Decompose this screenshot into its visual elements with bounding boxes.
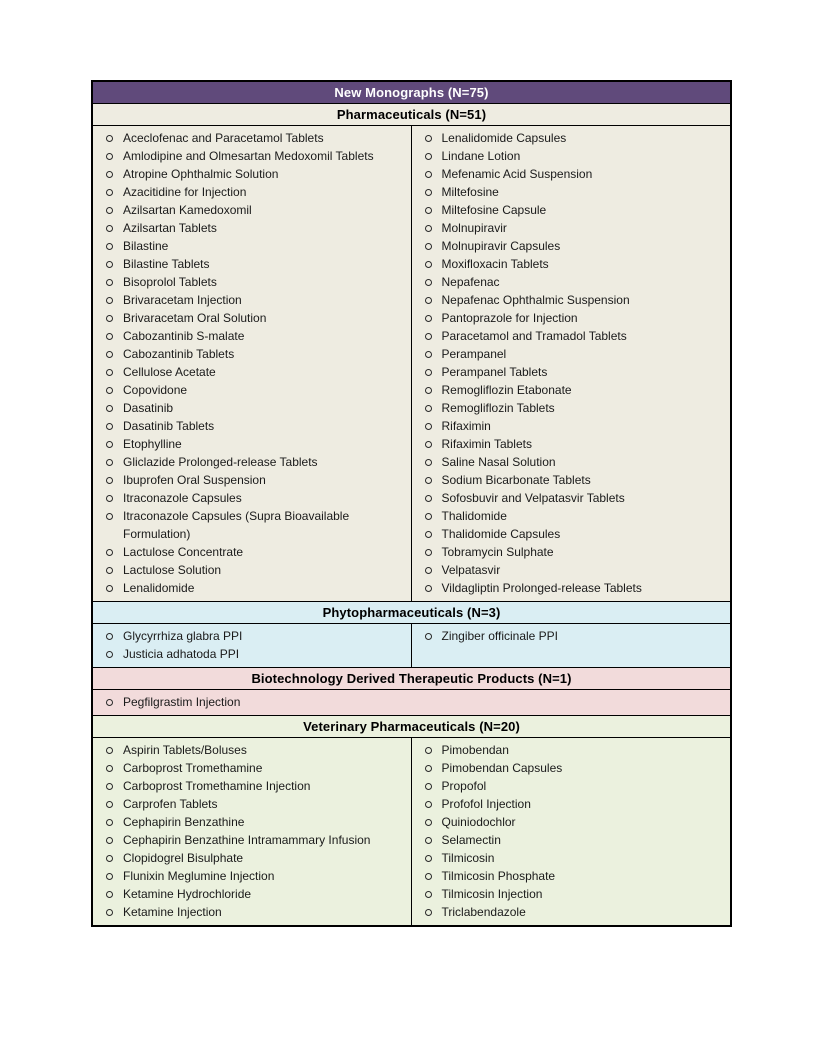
list-item-label: Etophylline [123,437,182,451]
list-item [412,741,731,759]
list-item [93,147,411,165]
circle-bullet-icon [425,369,432,376]
section-phytopharmaceuticals-column-2 [412,624,731,667]
list-item [412,435,731,453]
list-item [93,345,411,363]
circle-bullet-icon [425,891,432,898]
list-item [412,543,731,561]
list-item [93,903,411,921]
circle-bullet-icon [106,405,113,412]
list-item [93,645,411,663]
list-item-label: Ibuprofen Oral Suspension [123,473,266,487]
list-item-label: Dasatinib Tablets [123,419,215,433]
list-item-label: Perampanel Tablets [441,365,548,379]
circle-bullet-icon [106,189,113,196]
list-item [412,627,731,645]
list-item-label: Mefenamic Acid Suspension [441,167,593,181]
list-item [93,129,411,147]
section-phytopharmaceuticals-column-1 [93,624,412,667]
circle-bullet-icon [106,891,113,898]
list-item [412,327,731,345]
circle-bullet-icon [425,855,432,862]
list-item-label: Cellulose Acetate [123,365,216,379]
circle-bullet-icon [106,243,113,250]
circle-bullet-icon [106,765,113,772]
circle-bullet-icon [425,423,432,430]
circle-bullet-icon [425,279,432,286]
list-item [93,489,411,507]
circle-bullet-icon [425,837,432,844]
circle-bullet-icon [425,405,432,412]
circle-bullet-icon [106,549,113,556]
list-item-label: Lindane Lotion [441,149,521,163]
list-item-label: Molnupiravir Capsules [441,239,561,253]
list-item-label: Perampanel [441,347,507,361]
circle-bullet-icon [106,855,113,862]
list-item-label: Pimobendan [441,743,509,757]
section-biotechnology-column-1 [93,690,730,715]
list-item-label: Vildagliptin Prolonged-release Tablets [441,581,642,595]
circle-bullet-icon [106,819,113,826]
circle-bullet-icon [425,351,432,358]
circle-bullet-icon [106,369,113,376]
circle-bullet-icon [106,567,113,574]
circle-bullet-icon [106,297,113,304]
circle-bullet-icon [425,873,432,880]
section-header-pharmaceuticals: Pharmaceuticals (N=51) [93,104,730,126]
list-item [412,291,731,309]
circle-bullet-icon [106,135,113,142]
list-item-label: Zingiber officinale PPI [441,629,559,643]
list-item [93,579,411,597]
list-item-label: Lenalidomide [123,581,195,595]
list-item [93,453,411,471]
section-body-phytopharmaceuticals [93,624,730,668]
list-item-label: Atropine Ophthalmic Solution [123,167,279,181]
list-item-label: Glycyrrhiza glabra PPI [123,629,243,643]
list-item-label: Tilmicosin Phosphate [441,869,556,883]
sections-container [93,104,730,925]
list-item-label: Thalidomide [441,509,507,523]
circle-bullet-icon [106,801,113,808]
circle-bullet-icon [106,747,113,754]
list-item-label: Brivaracetam Oral Solution [123,311,267,325]
table-title: New Monographs (N=75) [93,82,730,104]
list-item-label: Triclabendazole [441,905,526,919]
list-item [412,273,731,291]
circle-bullet-icon [106,387,113,394]
circle-bullet-icon [425,633,432,640]
list-item [93,867,411,885]
circle-bullet-icon [106,351,113,358]
list-item [412,561,731,579]
list-item-label: Lactulose Solution [123,563,222,577]
circle-bullet-icon [425,171,432,178]
section-veterinary-column-2 [412,738,731,925]
list-item [412,777,731,795]
list-item-label: Tilmicosin Injection [441,887,543,901]
list-item [412,849,731,867]
circle-bullet-icon [106,651,113,658]
list-item [412,525,731,543]
circle-bullet-icon [106,459,113,466]
list-item-label: Pimobendan Capsules [441,761,563,775]
list-item [93,813,411,831]
list-item [412,237,731,255]
list-item [412,183,731,201]
list-item [93,435,411,453]
list-item-label: Sofosbuvir and Velpatasvir Tablets [441,491,625,505]
circle-bullet-icon [106,585,113,592]
list-item-label: Cabozantinib S-malate [123,329,245,343]
circle-bullet-icon [425,261,432,268]
list-item [93,237,411,255]
list-item-label: Rifaximin [441,419,491,433]
list-item [412,417,731,435]
list-item-label: Itraconazole Capsules [123,491,242,505]
section-pharmaceuticals-column-2 [412,126,731,601]
circle-bullet-icon [425,153,432,160]
list-item-label: Bilastine [123,239,169,253]
circle-bullet-icon [106,225,113,232]
list-item [412,795,731,813]
list-item [412,255,731,273]
section-body-biotechnology [93,690,730,716]
circle-bullet-icon [106,333,113,340]
list-item-label: Justicia adhatoda PPI [123,647,240,661]
list-item-label: Ketamine Injection [123,905,222,919]
circle-bullet-icon [425,243,432,250]
list-item-label: Itraconazole Capsules (Supra Bioavailable Formulation) [123,509,350,541]
list-item [93,849,411,867]
circle-bullet-icon [425,495,432,502]
list-item [93,273,411,291]
circle-bullet-icon [425,549,432,556]
section-header-veterinary: Veterinary Pharmaceuticals (N=20) [93,716,730,738]
circle-bullet-icon [425,135,432,142]
list-item-label: Sodium Bicarbonate Tablets [441,473,591,487]
circle-bullet-icon [106,783,113,790]
list-item [412,507,731,525]
circle-bullet-icon [425,477,432,484]
list-item [93,795,411,813]
circle-bullet-icon [425,531,432,538]
list-item [412,903,731,921]
list-item-label: Thalidomide Capsules [441,527,561,541]
circle-bullet-icon [425,207,432,214]
list-item-label: Propofol [441,779,487,793]
list-item [93,201,411,219]
list-item [412,147,731,165]
circle-bullet-icon [106,633,113,640]
list-item [93,363,411,381]
list-item [93,183,411,201]
circle-bullet-icon [425,909,432,916]
circle-bullet-icon [106,495,113,502]
list-item-label: Paracetamol and Tramadol Tablets [441,329,627,343]
list-item-label: Amlodipine and Olmesartan Medoxomil Tablets [123,149,374,163]
list-item [93,507,411,543]
circle-bullet-icon [425,747,432,754]
list-item [93,627,411,645]
list-item-label: Rifaximin Tablets [441,437,532,451]
circle-bullet-icon [425,315,432,322]
circle-bullet-icon [425,333,432,340]
list-item-label: Brivaracetam Injection [123,293,242,307]
circle-bullet-icon [425,441,432,448]
circle-bullet-icon [106,261,113,268]
circle-bullet-icon [106,207,113,214]
list-item [93,309,411,327]
list-item-label: Carboprost Tromethamine [123,761,263,775]
list-item [412,813,731,831]
list-item-label: Remogliflozin Etabonate [441,383,572,397]
circle-bullet-icon [425,567,432,574]
list-item [412,489,731,507]
list-item [412,309,731,327]
circle-bullet-icon [425,783,432,790]
list-item [93,255,411,273]
list-item [412,219,731,237]
list-item-label: Saline Nasal Solution [441,455,556,469]
list-item-label: Ketamine Hydrochloride [123,887,252,901]
list-item [412,345,731,363]
list-item [412,579,731,597]
circle-bullet-icon [106,873,113,880]
list-item-label: Clopidogrel Bisulphate [123,851,244,865]
list-item [412,867,731,885]
list-item [93,561,411,579]
list-item-label: Tilmicosin [441,851,495,865]
list-item-label: Aspirin Tablets/Boluses [123,743,247,757]
circle-bullet-icon [106,279,113,286]
list-item [93,693,730,711]
list-item [93,381,411,399]
list-item-label: Dasatinib [123,401,174,415]
circle-bullet-icon [425,765,432,772]
list-item [412,165,731,183]
list-item-label: Cephapirin Benzathine [123,815,245,829]
circle-bullet-icon [106,477,113,484]
section-veterinary-column-1 [93,738,412,925]
list-item-label: Azacitidine for Injection [123,185,247,199]
circle-bullet-icon [106,909,113,916]
circle-bullet-icon [425,459,432,466]
list-item-label: Nepafenac [441,275,500,289]
circle-bullet-icon [106,315,113,322]
circle-bullet-icon [425,585,432,592]
list-item [412,471,731,489]
circle-bullet-icon [425,387,432,394]
list-item [412,201,731,219]
list-item-label: Tobramycin Sulphate [441,545,554,559]
circle-bullet-icon [106,441,113,448]
list-item [93,777,411,795]
list-item [93,327,411,345]
list-item-label: Aceclofenac and Paracetamol Tablets [123,131,324,145]
list-item-label: Pegfilgrastim Injection [123,695,241,709]
list-item [93,165,411,183]
list-item [412,129,731,147]
list-item-label: Remogliflozin Tablets [441,401,555,415]
list-item-label: Lactulose Concentrate [123,545,244,559]
circle-bullet-icon [106,699,113,706]
circle-bullet-icon [106,423,113,430]
list-item-label: Cabozantinib Tablets [123,347,235,361]
list-item-label: Cephapirin Benzathine Intramammary Infusion [123,833,371,847]
monograph-table [91,80,732,927]
circle-bullet-icon [425,819,432,826]
list-item-label: Azilsartan Kamedoxomil [123,203,252,217]
list-item-label: Pantoprazole for Injection [441,311,578,325]
list-item [93,417,411,435]
list-item [93,399,411,417]
list-item [93,741,411,759]
section-header-biotechnology: Biotechnology Derived Therapeutic Products (N=1) [93,668,730,690]
section-body-veterinary [93,738,730,925]
list-item-label: Azilsartan Tablets [123,221,217,235]
list-item-label: Carboprost Tromethamine Injection [123,779,311,793]
section-body-pharmaceuticals [93,126,730,602]
circle-bullet-icon [106,513,113,520]
circle-bullet-icon [425,189,432,196]
list-item-label: Lenalidomide Capsules [441,131,567,145]
list-item-label: Copovidone [123,383,188,397]
list-item [412,759,731,777]
list-item-label: Miltefosine [441,185,499,199]
list-item-label: Bilastine Tablets [123,257,210,271]
list-item [412,363,731,381]
list-item [93,471,411,489]
list-item [412,453,731,471]
circle-bullet-icon [425,225,432,232]
circle-bullet-icon [425,513,432,520]
circle-bullet-icon [106,153,113,160]
list-item [412,399,731,417]
circle-bullet-icon [425,297,432,304]
list-item [93,759,411,777]
list-item-label: Molnupiravir [441,221,507,235]
list-item [93,291,411,309]
list-item-label: Moxifloxacin Tablets [441,257,549,271]
list-item-label: Miltefosine Capsule [441,203,547,217]
section-pharmaceuticals-column-1 [93,126,412,601]
list-item [412,831,731,849]
list-item-label: Velpatasvir [441,563,501,577]
section-header-phytopharmaceuticals: Phytopharmaceuticals (N=3) [93,602,730,624]
list-item-label: Bisoprolol Tablets [123,275,217,289]
circle-bullet-icon [106,837,113,844]
list-item-label: Profofol Injection [441,797,531,811]
list-item-label: Carprofen Tablets [123,797,218,811]
list-item-label: Quiniodochlor [441,815,516,829]
list-item-label: Nepafenac Ophthalmic Suspension [441,293,630,307]
list-item [412,381,731,399]
list-item [93,219,411,237]
list-item [93,831,411,849]
list-item-label: Gliclazide Prolonged-release Tablets [123,455,318,469]
list-item [412,885,731,903]
circle-bullet-icon [106,171,113,178]
list-item-label: Selamectin [441,833,501,847]
list-item [93,543,411,561]
list-item-label: Flunixin Meglumine Injection [123,869,275,883]
circle-bullet-icon [425,801,432,808]
list-item [93,885,411,903]
